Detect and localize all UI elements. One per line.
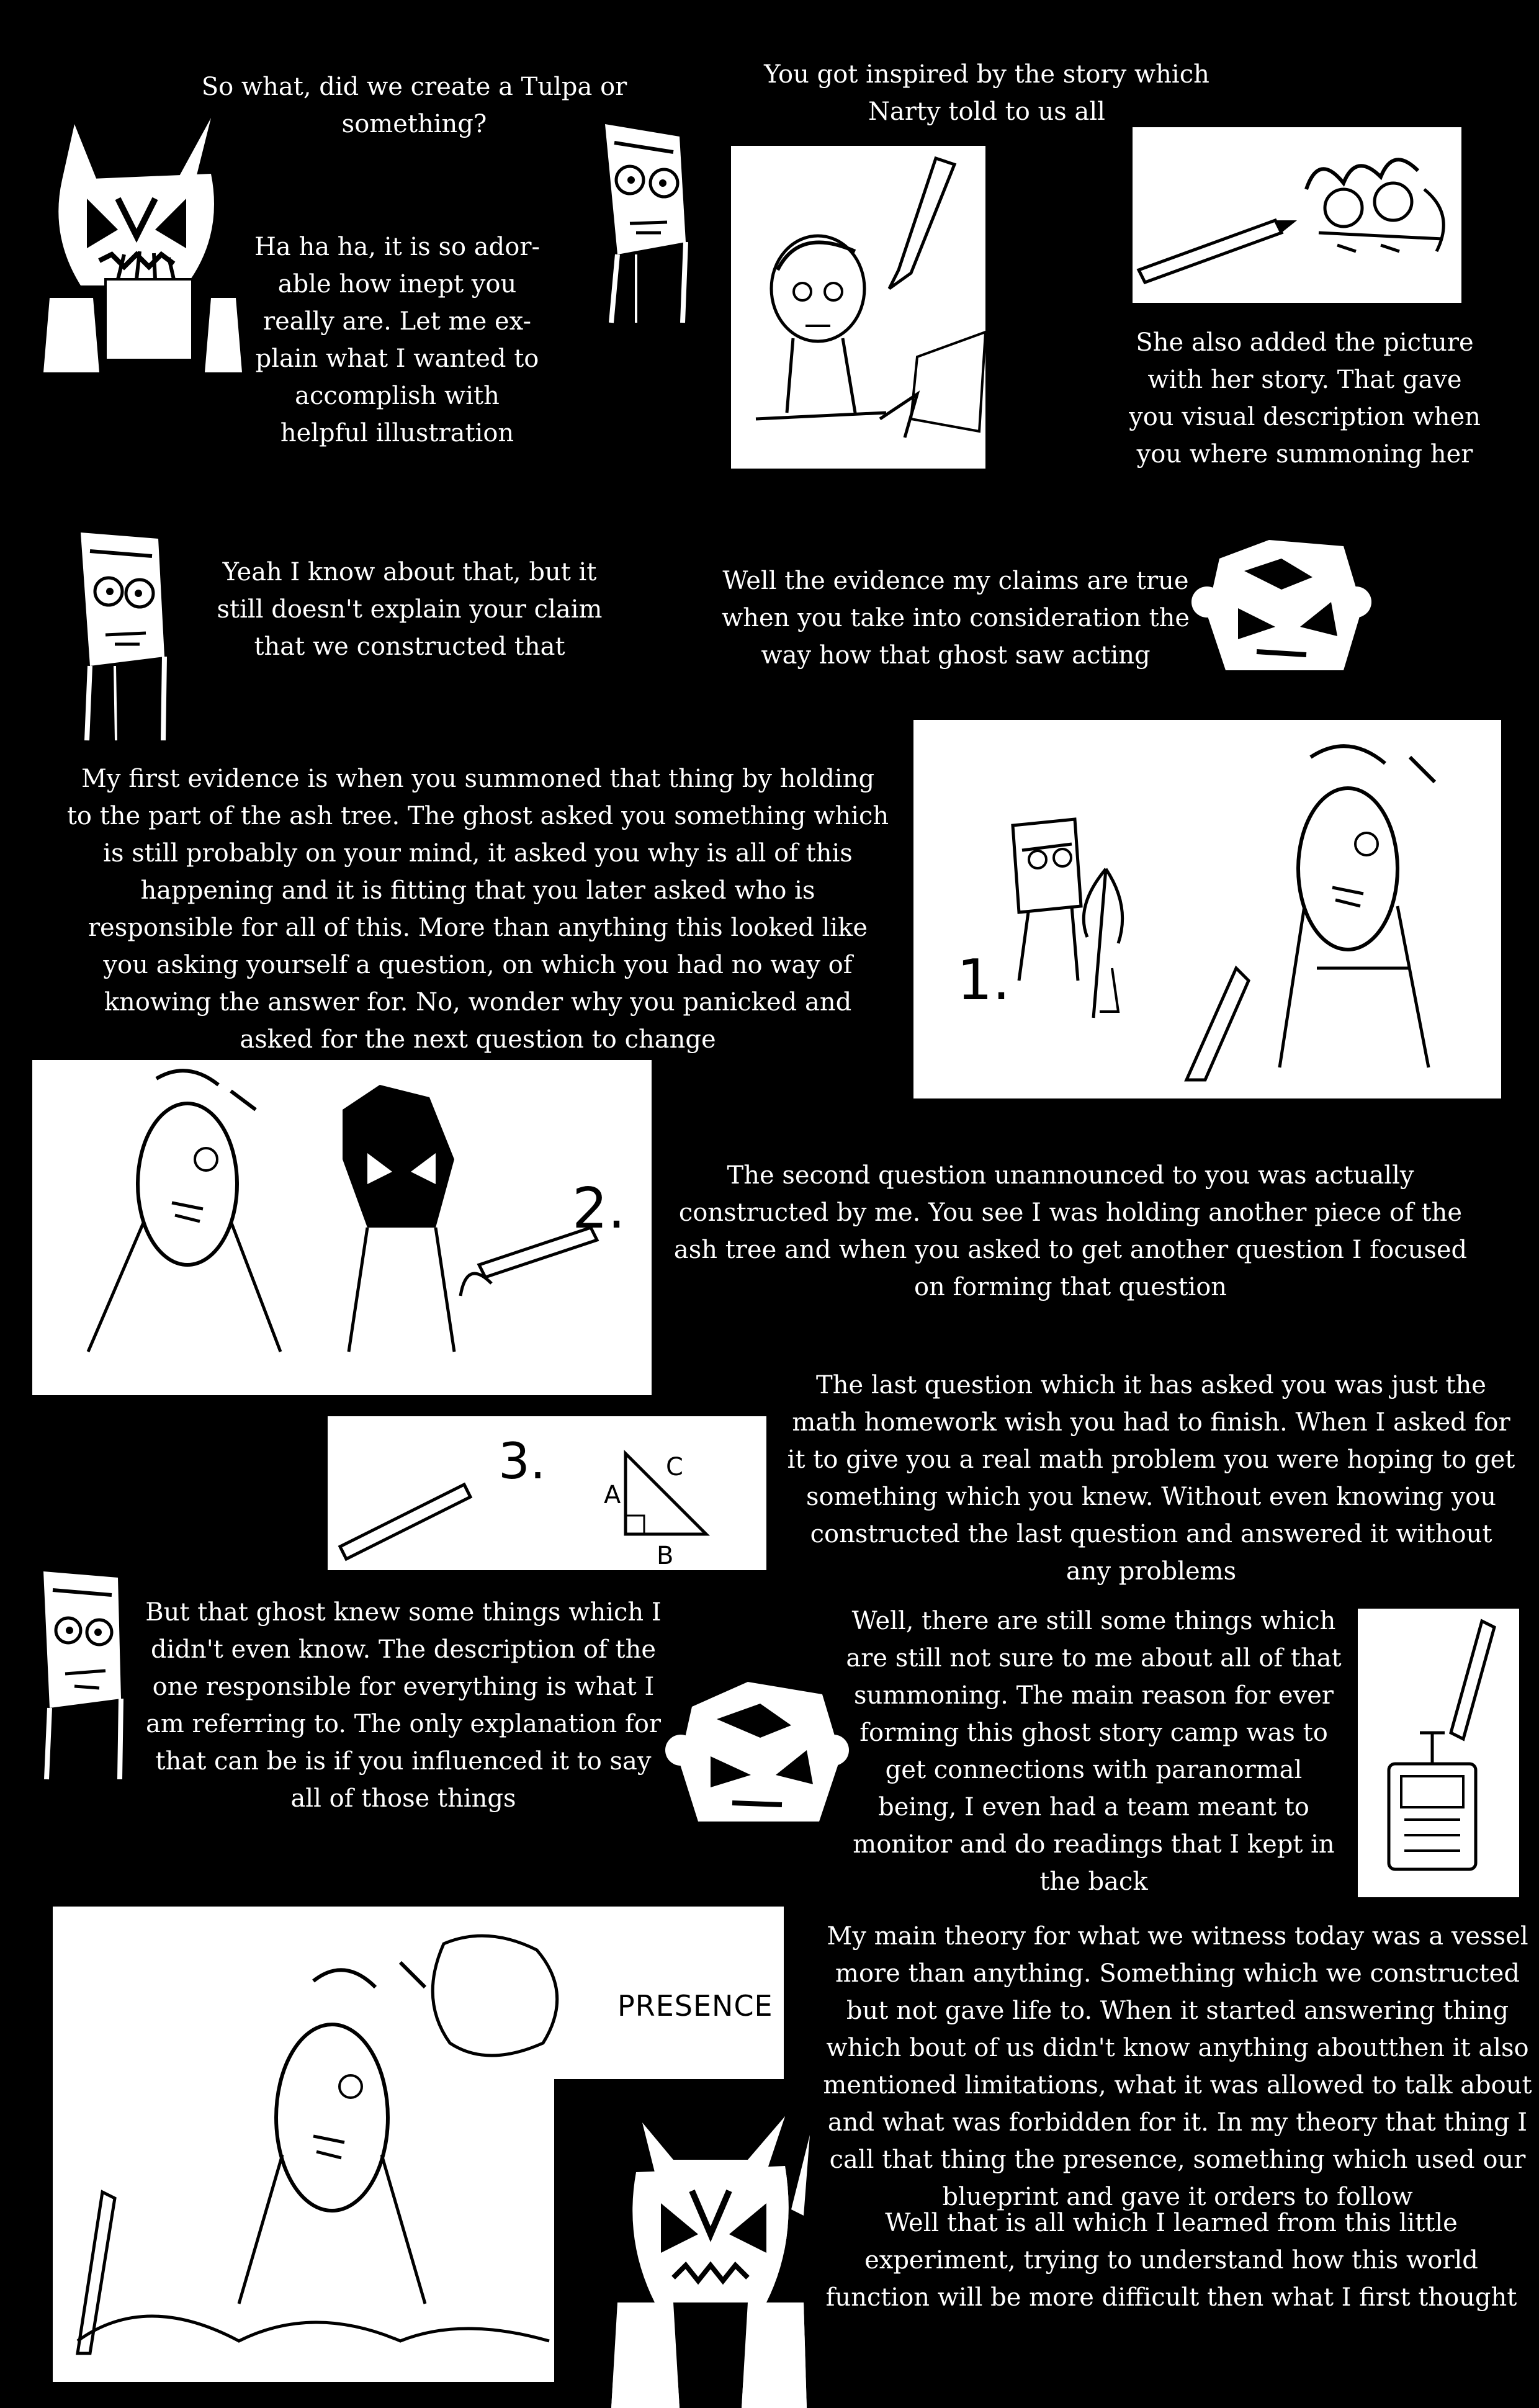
dialogue-inspired: You got inspired by the story which Narty told to us all [764,60,1209,126]
horned-mask-character-icon [25,112,248,372]
panel-3-triangle [328,1416,766,1570]
dialogue-first-evidence: My first evidence is when you summoned that thing by holding to the part of the ash tree. The ghost asked you something which is still probably on your mind, it asked you why is all of this happening and it is fitting that you later asked who is responsible for all of this. More than anything this looked like you asking yourself a question, on which you had no way of knowing the answer for. No, wonder why you panicked and asked for the next question to change [66,765,889,1054]
dialogue-main-theory: My main theory for what we witness today was a vessel more than anything. Something which we constructed but not gave life to. When it started answering thing which bout of us didn't know anything aboutthen it also mentioned limitations, what it was allowed to talk about and what was forbidden for it. In my theory that thing I call that thing the presence, something which used our blueprint and gave it orders to follow [823,1922,1532,2211]
horned-mask-character-icon [1195,534,1368,680]
panel-monitor-device [1358,1609,1519,1897]
vertex-b-label: B [657,1542,674,1570]
panel-number-2: 2. [572,1176,626,1241]
glasses-kid-face-icon [71,526,171,740]
dialogue-second-question: The second question unannounced to you was actually constructed by me. You see I was holding another piece of the ash tree and when you asked to get another question I focused on forming that question [673,1161,1468,1301]
glasses-kid-face-icon [34,1565,127,1779]
dialogue-conclusion: Well that is all which I learned from this little experiment, trying to understand how this world function will be more difficult then what I first thought [825,2209,1517,2312]
panel-pencil-figures [1133,127,1461,303]
glasses-kid-face-icon [593,118,692,323]
dialogue-picture: She also added the picture with her story. That gave you visual description when you where summoning her [1129,328,1481,469]
dialogue-tulpa: So what, did we create a Tulpa or something? [201,73,627,138]
panel-1-ash-tree [913,720,1501,1098]
panel-number-1: 1. [957,948,1010,1013]
horned-mask-character-icon [667,1676,847,1828]
dialogue-evidence: Well the evidence my claims are true when you take into consideration the way how that ghost saw acting [721,567,1190,670]
vertex-a-label: A [604,1481,621,1509]
dialogue-last-question: The last question which it has asked you was just the math homework wish you had to finish. When I asked for it to give you a real math problem you were hoping to get something which you knew. Without even knowing you constructed the last question and answered it without any problems [787,1371,1515,1586]
vertex-c-label: C [666,1453,683,1481]
dialogue-ghost-knew: But that ghost knew some things which I didn't even know. The description of the one responsible for everything is what I am referring to. The only explanation for that can be is if you influenced it to say all of those things [145,1598,662,1813]
panel-2-mask-ghost [32,1060,652,1395]
dialogue-adorable: Ha ha ha, it is so ador-able how inept you really are. Let me ex-plain what I wanted to accomplish with helpful illustration [254,233,540,447]
dialogue-yeah: Yeah I know about that, but it still doesn't explain your claim that we constructed that [217,558,603,661]
panel-number-3: 3. [498,1432,546,1490]
panel-girl-drawing [731,146,985,469]
horned-mask-character-icon [605,2098,810,2408]
dialogue-still-things: Well, there are still some things which are still not sure to me about all of that summoning. The main reason for ever forming this ghost story camp was to get connections with paranormal being, I even had a team meant to monitor and do readings that I kept in the back [846,1607,1342,1896]
presence-label: PRESENCE [617,1989,773,2023]
